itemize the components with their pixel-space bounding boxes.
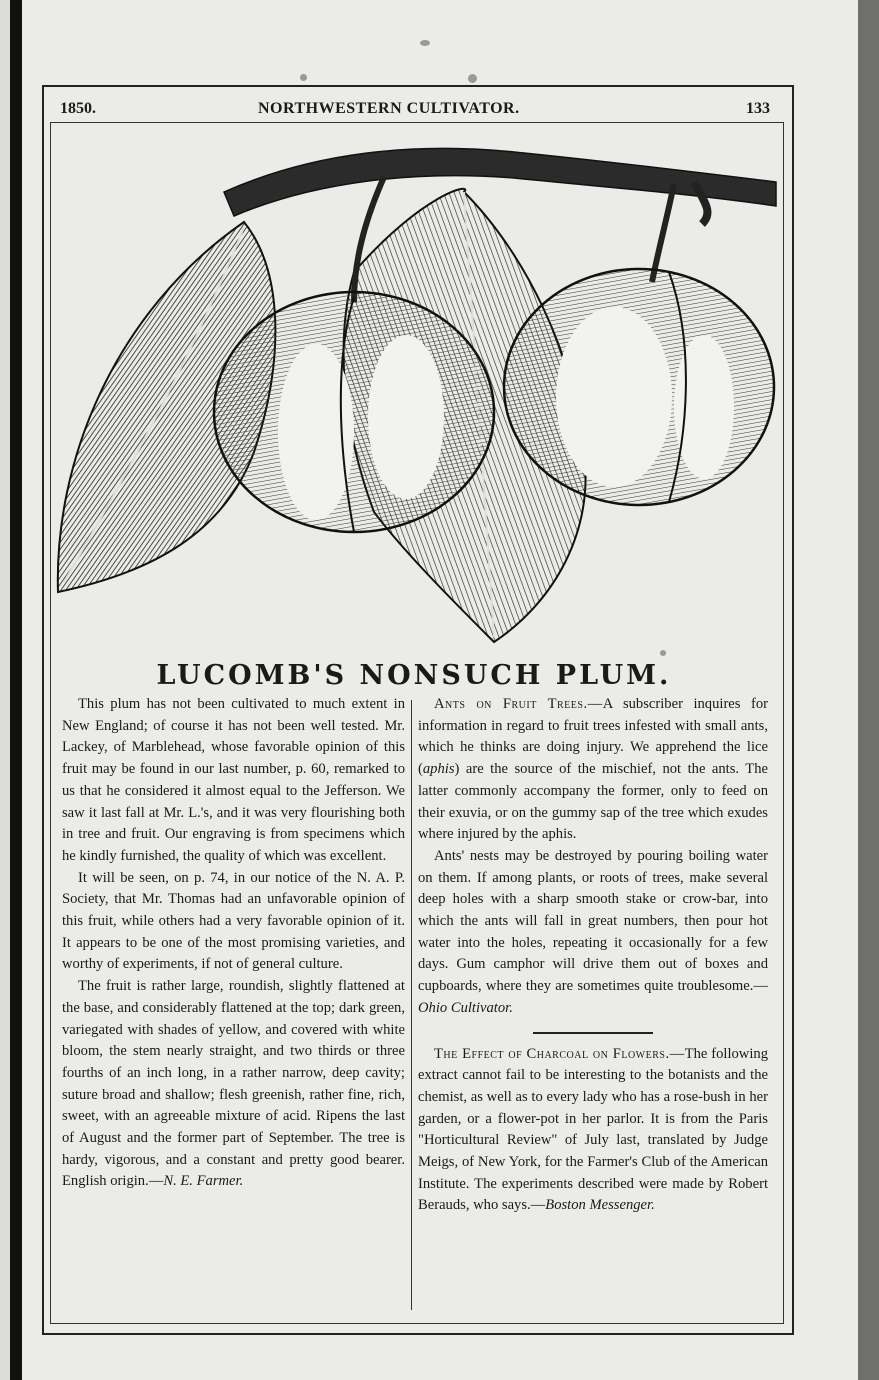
column-divider	[411, 700, 412, 1310]
charcoal-paragraph-text: The following extract cannot fail to be interesting to the botanists and the chemist, as well as to every lady who has a rose-bush in her garden, or a flower-pot in her parlor. It is from the Paris "Horticultural Review" of July last, translated by Judge Meigs, of New York, for the Farmer's Club of the American Institute. The experiments described were made by Robert Berauds, who says.—	[418, 1045, 768, 1214]
ants-source-credit: Ohio Cultivator.	[418, 999, 513, 1016]
running-header	[60, 98, 772, 122]
plum-paragraph-3	[62, 976, 405, 1193]
right-plum	[504, 269, 774, 505]
header-page-number: 133	[746, 100, 770, 117]
article-title-lucombs-nonsuch-plum: LUCOMB'S NONSUCH PLUM.	[156, 660, 672, 691]
header-publication-title: NORTHWESTERN CULTIVATOR.	[258, 100, 520, 117]
scan-binding-edge	[10, 0, 22, 1380]
charcoal-heading: The Effect of Charcoal on Flowers.—	[434, 1045, 685, 1062]
charcoal-source-credit: Boston Messenger.	[545, 1197, 655, 1214]
ants-paragraph-1-rest: ) are the source of the mischief, not the ants. The latter commonly accompany the former, only to feed on their exuvia, or on the gummy sap of the tree which exudes where injured by the aphis.	[418, 761, 768, 843]
plum-paragraph-3-text: The fruit is rather large, roundish, slightly flattened at the base, and considerably flattened at the top; dark green, variegated with shades of yellow, and covered with white bloom, the stem nearly straight, and two thirds or three fourths of an inch long, in a rather narrow, deep cavity; suture broad and shallow; flesh greenish, rather fine, rich, sweet, with an agreeable mixture of acid. Ripens the last of August and the former part of September. The tree is hardy, vigorous, and a constant and pretty good bearer. English origin.—	[62, 978, 405, 1190]
scan-right-edge	[858, 0, 879, 1380]
header-year: 1850.	[60, 100, 96, 117]
ants-paragraph-1-text: A subscriber inquires for information in regard to fruit trees infested with small ants, which he thinks are doing injury. We apprehend the lice (	[418, 696, 768, 778]
plum-branch-engraving	[54, 132, 778, 652]
right-column	[418, 694, 768, 1217]
left-column	[62, 694, 405, 1193]
scan-speck	[468, 74, 477, 83]
plum-source-credit: N. E. Farmer.	[163, 1173, 244, 1190]
ants-aphis-term: aphis	[422, 761, 455, 778]
ants-heading: Ants on Fruit Trees.—	[434, 696, 603, 712]
charcoal-paragraph	[418, 1044, 768, 1218]
ants-paragraph-1	[418, 694, 768, 846]
scan-speck	[300, 74, 307, 81]
scan-speck	[420, 40, 430, 46]
left-plum	[214, 292, 494, 532]
ants-paragraph-2	[418, 846, 768, 1020]
ants-paragraph-2-text: Ants' nests may be destroyed by pouring boiling water on them. If among plants, or roots of trees, make several deep holes with a sharp smooth stake or crow-bar, into which the ants will fall in great numbers, then pour hot water into the holes, repeating it occasionally for a few days. Gum camphor will drive them out of boxes and cupboards, where they are sometimes quite troublesome.—	[418, 847, 768, 995]
plum-paragraph-1: This plum has not been cultivated to much extent in New England; of course it has not been well tested. Mr. Lackey, of Marblehead, whose favorable opinion of this fruit may be found in our last number, p. 60, remarked to us that he considered it almost equal to the Jefferson. We saw it last fall at Mr. L.'s, and it was very flourishing both in tree and fruit. Our engraving is from specimens which he kindly furnished, the quality of which was excellent.	[62, 696, 405, 864]
section-divider	[533, 1032, 653, 1034]
plum-paragraph-2: It will be seen, on p. 74, in our notice of the N. A. P. Society, that Mr. Thomas had an unfavorable opinion of this fruit, while others had a very favorable opinion of it. It appears to be one of the most promising varieties, and worthy of experiments, if not of general culture.	[62, 869, 405, 973]
branch	[224, 148, 776, 216]
